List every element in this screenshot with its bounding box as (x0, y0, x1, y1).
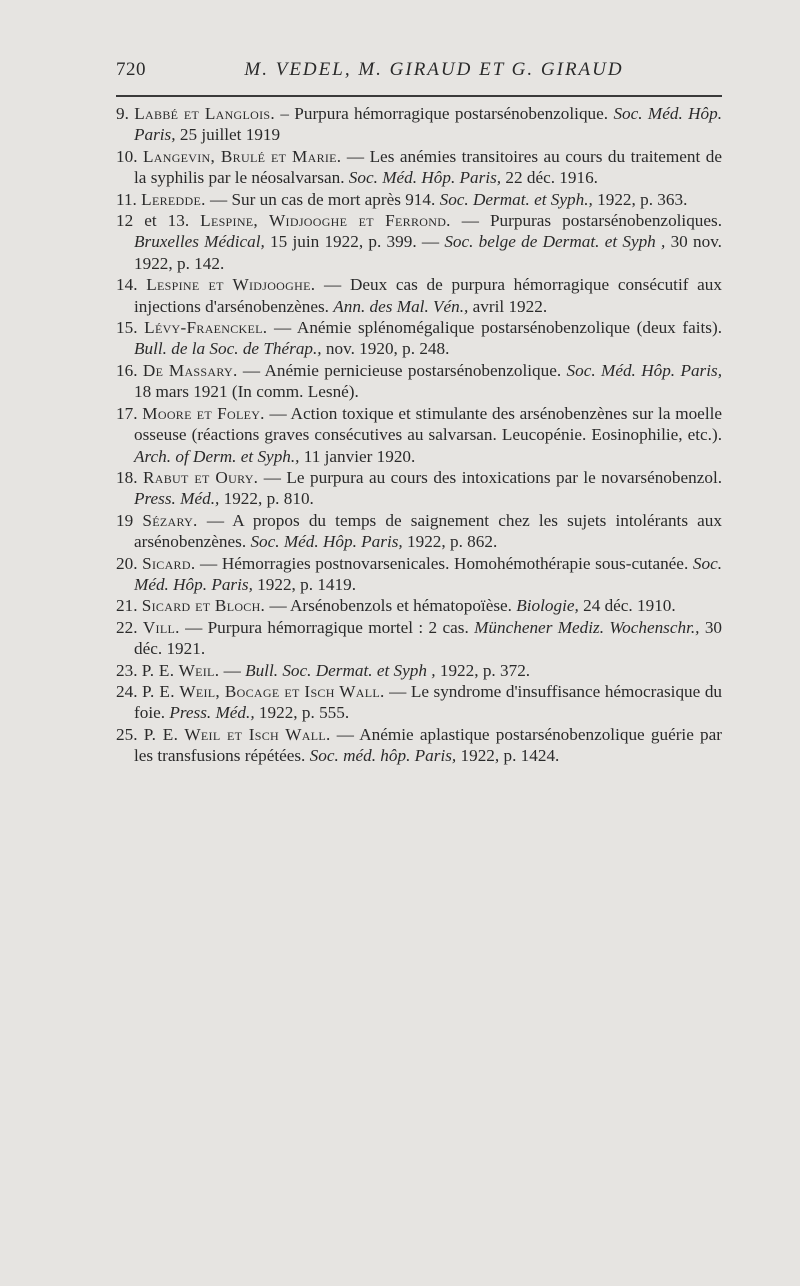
reference-journal: Soc. Méd. Hôp. Paris, (134, 104, 722, 145)
reference-details: 1922, p. 862. (402, 532, 498, 552)
reference-entry (116, 210, 722, 274)
reference-title: — Deux cas de purpura hémorragique consécutif aux injections d'arsénobenzènes. (134, 275, 722, 316)
reference-details: 1922, p. 363. (592, 189, 688, 209)
reference-title: — (219, 660, 246, 680)
reference-number: 25. (116, 724, 138, 744)
reference-number: 15. (116, 318, 138, 338)
reference-number: 14. (116, 275, 138, 295)
reference-number: 24. (116, 681, 138, 701)
reference-details: 1922, p. 1419. (252, 574, 356, 594)
page-number: 720 (116, 59, 146, 80)
reference-details: 18 mars 1921 (In comm. Lesné). (134, 382, 359, 402)
reference-number: 21. (116, 596, 138, 616)
reference-title: — Purpuras postarsénobenzoliques. (450, 211, 723, 231)
reference-authors: Lespine et Widjooghe. (146, 275, 316, 295)
reference-journal: Bull. Soc. Dermat. et Syph , (245, 660, 436, 680)
running-title: M. VEDEL, M. GIRAUD ET G. GIRAUD (244, 59, 624, 80)
reference-authors: P. E. Weil, Bocage et Isch Wall. (142, 681, 385, 701)
reference-entry (116, 467, 722, 510)
header-rule (116, 95, 722, 97)
reference-details: 15 juin 1922, p. 399. — (264, 232, 445, 252)
reference-number: 9. (116, 104, 129, 123)
reference-authors: P. E. Weil et Isch Wall. (143, 724, 331, 744)
reference-entry (116, 403, 722, 467)
reference-title: — Action toxique et stimulante des arsénobenzènes sur la moelle osseuse (réactions graves consécutives au salvarsan. Leucopénie. Eosinophilie, etc.). (134, 403, 722, 445)
reference-number: 19 (116, 510, 134, 530)
reference-journal: Soc. Méd. Hôp. Paris, (348, 168, 502, 188)
reference-entry (116, 189, 722, 210)
reference-number: 22. (116, 617, 138, 637)
reference-authors: Rabut et Oury. (142, 467, 259, 487)
reference-entry (116, 681, 722, 724)
reference-title: – Purpura hémorragique postarsénobenzolique. (274, 104, 614, 123)
reference-details: 1922, p. 372. (435, 660, 531, 680)
reference-entry (116, 617, 722, 660)
reference-journal: Bruxelles Médical, (134, 232, 265, 252)
reference-details: 30 déc. 1921. (134, 617, 723, 659)
reference-authors: Sézary. (142, 510, 198, 530)
reference-journal: Press. Méd., (169, 703, 255, 723)
reference-authors: Lévy-Fraenckel. (144, 318, 268, 338)
reference-journal: Soc. Dermat. et Syph., (439, 189, 593, 209)
reference-journal: Soc. Méd. Hôp. Paris, (566, 360, 723, 380)
reference-authors: Sicard. (142, 553, 196, 573)
reference-details: 22 déc. 1916. (501, 168, 598, 188)
reference-details: 25 juillet 1919 (175, 125, 281, 145)
reference-journal: Soc. Méd. Hôp. Paris, (134, 553, 722, 594)
reference-number: 23. (116, 660, 138, 680)
reference-journal: Biologie, (516, 596, 579, 616)
reference-journal: Soc. belge de Dermat. et Syph , (444, 232, 666, 252)
reference-entry (116, 103, 722, 146)
reference-journal: Press. Méd., (134, 489, 220, 509)
reference-authors: De Massary. (142, 360, 238, 380)
reference-authors: Lespine, Widjooghe et Ferrond. (200, 211, 451, 231)
reference-journal: Soc. méd. hôp. Paris, (309, 746, 457, 766)
reference-title: — A propos du temps de saignement chez les sujets intolérants aux arsénobenzènes. (134, 510, 722, 552)
reference-authors: P. E. Weil. (141, 660, 220, 680)
reference-details: 11 janvier 1920. (299, 446, 416, 466)
reference-title: — Le syndrome d'insuffisance hémocrasique du foie. (134, 681, 723, 723)
reference-details: 1922, p. 555. (254, 703, 350, 723)
reference-details: 24 déc. 1910. (578, 596, 676, 616)
reference-details: avril 1922. (468, 296, 548, 316)
reference-entry (116, 510, 722, 553)
reference-journal: Ann. des Mal. Vén., (333, 296, 469, 316)
reference-title: — Arsénobenzols et hématopoïèse. (265, 596, 517, 616)
reference-journal: Bull. de la Soc. de Thérap., (134, 339, 322, 359)
reference-entry (116, 724, 722, 767)
reference-authors: Labbé et Langlois. (134, 104, 275, 123)
reference-entry (116, 317, 722, 360)
reference-entry (116, 595, 722, 616)
reference-title: — Les anémies transitoires au cours du traitement de la syphilis par le néosalvarsan. (134, 146, 722, 188)
reference-details: 1922, p. 810. (219, 489, 314, 509)
reference-number: 20. (116, 553, 138, 573)
reference-entry (116, 553, 722, 596)
reference-details: 30 nov. 1922, p. 142. (134, 232, 722, 273)
reference-entry (116, 146, 722, 189)
reference-number: 16. (116, 360, 138, 380)
reference-title: — Hémorragies postnovarsenicales. Homohémothérapie sous-cutanée. (195, 553, 693, 573)
reference-journal: Soc. Méd. Hôp. Paris, (250, 532, 403, 552)
reference-details: nov. 1920, p. 248. (321, 339, 450, 359)
reference-title: — Purpura hémorragique mortel : 2 cas. (179, 617, 475, 637)
reference-number: 12 et 13. (116, 211, 190, 231)
reference-number: 17. (116, 403, 138, 423)
reference-list (116, 103, 722, 767)
reference-journal: Arch. of Derm. et Syph., (134, 446, 300, 466)
reference-journal: Münchener Mediz. Wochenschr., (474, 617, 700, 637)
reference-title: — Anémie splénomégalique postarsénobenzolique (deux faits). (267, 318, 723, 338)
reference-title: — Anémie pernicieuse postarsénobenzolique. (237, 360, 567, 380)
reference-entry (116, 274, 722, 317)
reference-authors: Leredde. (141, 189, 206, 209)
reference-title: — Le purpura au cours des intoxications par le novarsénobenzol. (258, 467, 723, 487)
reference-authors: Sicard et Bloch. (141, 596, 266, 616)
page-header (116, 55, 722, 89)
reference-title: — Sur un cas de mort après 914. (205, 189, 440, 209)
reference-authors: Moore et Foley. (142, 403, 265, 423)
reference-title: — Anémie aplastique postarsénobenzolique guérie par les transfusions répétées. (134, 724, 722, 766)
reference-entry (116, 660, 722, 681)
reference-entry (116, 360, 722, 403)
reference-details: 1922, p. 1424. (456, 746, 560, 766)
reference-number: 10. (116, 146, 138, 166)
reference-authors: Langevin, Brulé et Marie. (142, 146, 342, 166)
reference-number: 18. (116, 467, 138, 487)
reference-number: 11. (116, 189, 137, 209)
reference-authors: Vill. (142, 617, 180, 637)
